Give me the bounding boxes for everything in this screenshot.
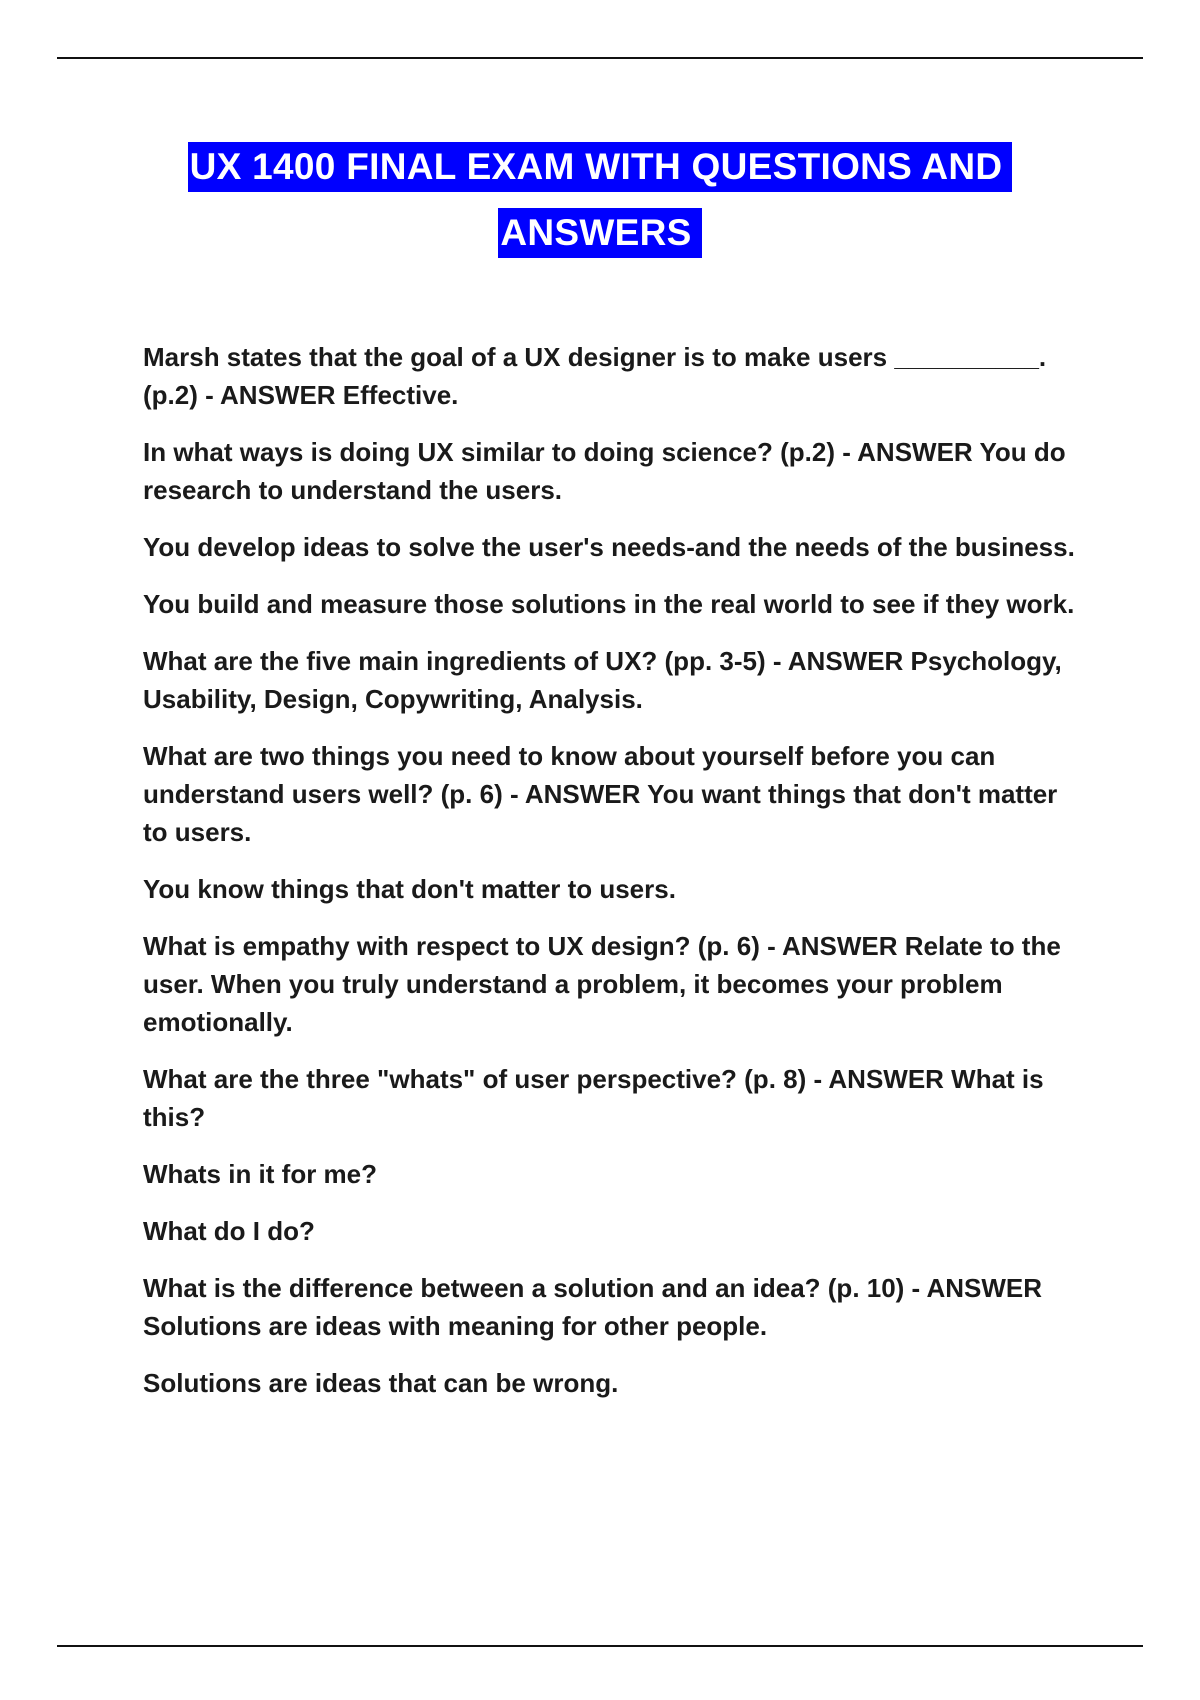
title-line-2-text: ANSWERS bbox=[498, 208, 701, 258]
qa-paragraph: What do I do? bbox=[143, 1216, 315, 1246]
qa-content bbox=[143, 338, 1083, 1421]
title-line-1-text: UX 1400 FINAL EXAM WITH QUESTIONS AND bbox=[188, 142, 1013, 192]
qa-paragraph: What is the difference between a solution and an idea? (p. 10) - ANSWER Solutions are ideas with meaning for other people. bbox=[143, 1273, 1043, 1341]
qa-paragraph: You develop ideas to solve the user's needs-and the needs of the business. bbox=[143, 532, 1075, 562]
qa-paragraph: What are the three "whats" of user perspective? (p. 8) - ANSWER What is this? bbox=[143, 1064, 1044, 1132]
footer-rule bbox=[57, 1645, 1143, 1647]
title-line-1 bbox=[100, 142, 1100, 200]
header-rule bbox=[57, 57, 1143, 59]
qa-paragraph: What are two things you need to know about yourself before you can understand users well? (p. 6) - ANSWER You want things that don't matter to users. bbox=[143, 741, 1058, 847]
qa-paragraph: You build and measure those solutions in the real world to see if they work. bbox=[143, 589, 1075, 619]
qa-paragraph: Whats in it for me? bbox=[143, 1159, 377, 1189]
qa-paragraph: What are the five main ingredients of UX? (pp. 3-5) - ANSWER Psychology, Usability, Design, Copywriting, Analysis. bbox=[143, 646, 1062, 714]
qa-paragraph: Marsh states that the goal of a UX designer is to make users __________. (p.2) - ANSWER Effective. bbox=[143, 342, 1047, 410]
qa-paragraph: What is empathy with respect to UX design? (p. 6) - ANSWER Relate to the user. When you truly understand a problem, it becomes your problem emotionally. bbox=[143, 931, 1061, 1037]
qa-paragraph: In what ways is doing UX similar to doing science? (p.2) - ANSWER You do research to understand the users. bbox=[143, 437, 1066, 505]
qa-paragraph: Solutions are ideas that can be wrong. bbox=[143, 1368, 619, 1398]
document-title bbox=[100, 142, 1100, 274]
qa-paragraph: You know things that don't matter to users. bbox=[143, 874, 676, 904]
title-line-2 bbox=[100, 208, 1100, 266]
